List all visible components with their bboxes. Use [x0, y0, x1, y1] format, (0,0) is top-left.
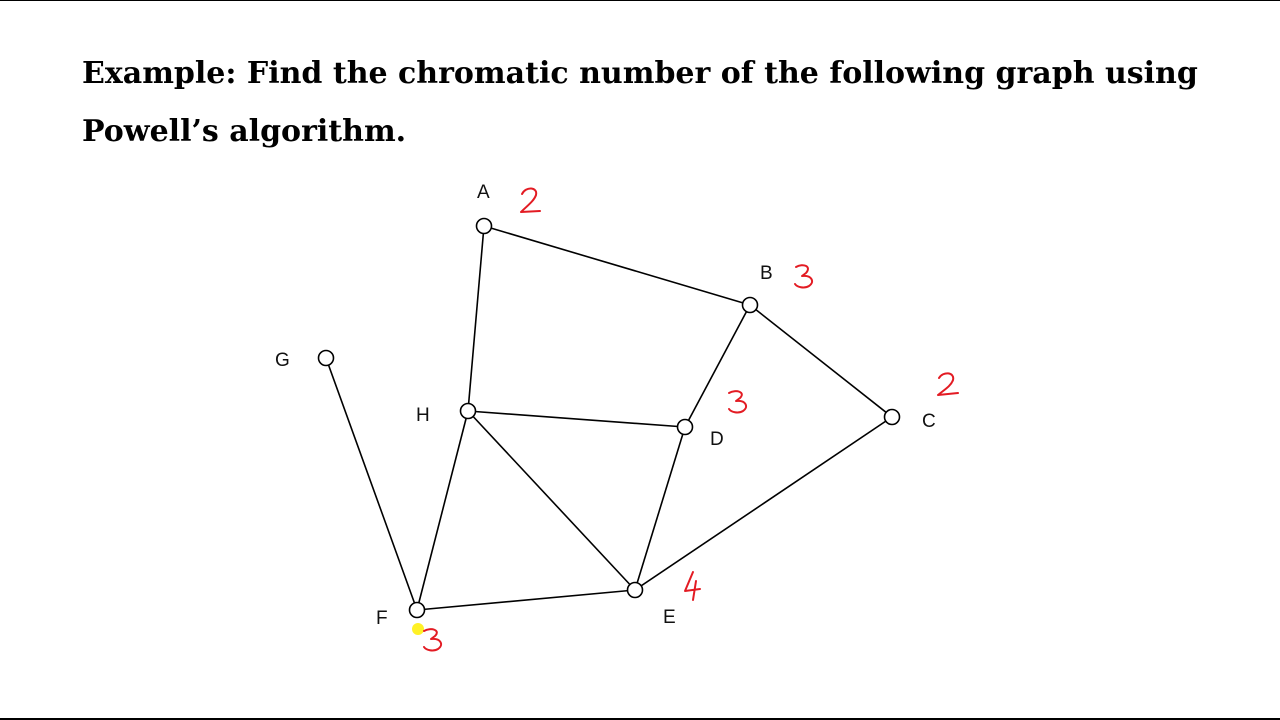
- labels-layer: [275, 182, 936, 629]
- cursor-highlight: [412, 623, 424, 635]
- color-numbers: [424, 188, 958, 650]
- vertex-H: [461, 404, 476, 419]
- vertex-label-A: A: [477, 182, 490, 203]
- vertex-C: [885, 410, 900, 425]
- color-number-B: [795, 265, 812, 287]
- color-number-D: [729, 391, 746, 412]
- edge-B-D: [685, 305, 750, 427]
- vertex-label-B: B: [760, 263, 773, 284]
- example-heading-line-1: Example: Find the chromatic number of the following graph using: [82, 56, 1198, 91]
- edge-G-F: [326, 358, 417, 610]
- vertex-label-H: H: [416, 405, 430, 426]
- vertex-label-E: E: [663, 607, 676, 628]
- vertices-layer: [319, 219, 900, 618]
- color-number-F: [424, 629, 441, 650]
- vertex-label-D: D: [710, 429, 724, 450]
- edge-B-C: [750, 305, 892, 417]
- vertex-label-F: F: [376, 608, 388, 629]
- edge-A-B: [484, 226, 750, 305]
- vertex-B: [743, 298, 758, 313]
- edge-H-D: [468, 411, 685, 427]
- example-heading-line-2: Powell’s algorithm.: [82, 114, 407, 149]
- color-number-E: [685, 572, 700, 600]
- vertex-F: [410, 603, 425, 618]
- vertex-E: [628, 583, 643, 598]
- vertex-label-G: G: [275, 350, 290, 371]
- edge-H-E: [468, 411, 635, 590]
- edge-A-H: [468, 226, 484, 411]
- vertex-A: [477, 219, 492, 234]
- vertex-label-C: C: [922, 411, 936, 432]
- color-number-A: [521, 188, 540, 212]
- edge-H-F: [417, 411, 468, 610]
- edge-E-F: [417, 590, 635, 610]
- vertex-D: [678, 420, 693, 435]
- vertex-G: [319, 351, 334, 366]
- edges-layer: [326, 226, 892, 610]
- color-number-C: [938, 373, 958, 395]
- edge-C-E: [635, 417, 892, 590]
- edge-D-E: [635, 427, 685, 590]
